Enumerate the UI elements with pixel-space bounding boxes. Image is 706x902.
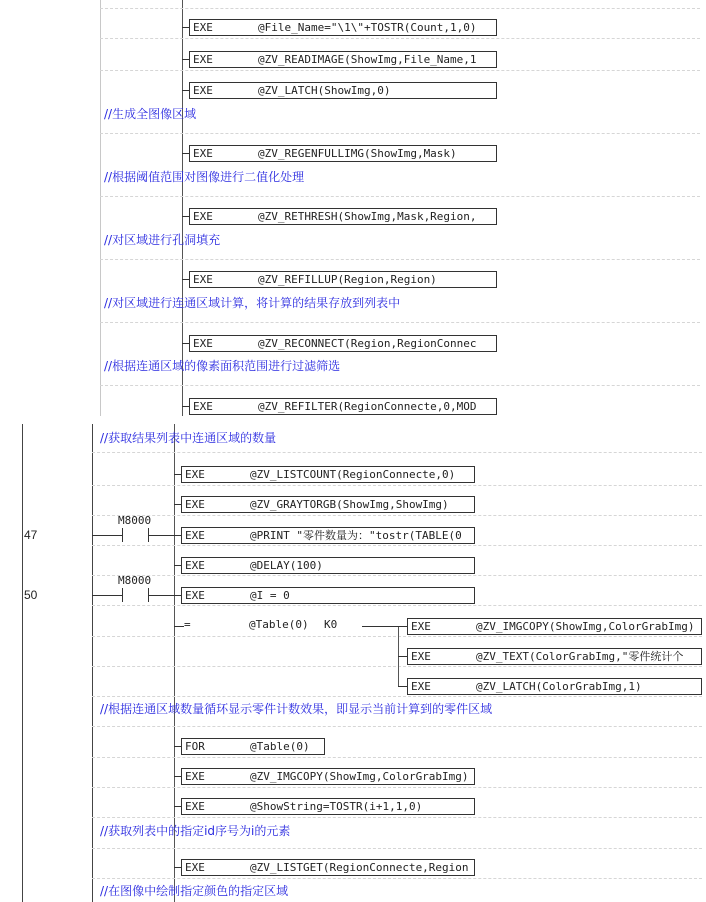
instruction-op: EXE (411, 680, 431, 693)
instruction-op: EXE (193, 53, 213, 66)
instruction-arg: @PRINT "零件数量为："tostr(TABLE(0 (250, 529, 462, 542)
compare-op[interactable]: = (184, 618, 191, 631)
instruction-op: EXE (185, 498, 205, 511)
instruction-op: EXE (193, 400, 213, 413)
instruction-exe[interactable] (181, 587, 475, 604)
rung-wire (174, 746, 181, 747)
instruction-arg: @ZV_RETHRESH(ShowImg,Mask,Region, (258, 210, 477, 223)
rung-wire (398, 626, 407, 627)
contact-label: M8000 (118, 514, 152, 527)
grid-line (100, 196, 700, 197)
instruction-op: EXE (193, 273, 213, 286)
rung-wire (362, 626, 398, 627)
grid-line (100, 259, 700, 260)
instruction-op: EXE (193, 84, 213, 97)
instruction-arg: @ShowString=TOSTR(i+1,1,0) (250, 800, 423, 813)
rung-wire (174, 626, 184, 627)
rung-wire (398, 686, 407, 687)
rung-wire (174, 867, 181, 868)
instruction-for[interactable] (181, 738, 325, 755)
rung-wire (174, 776, 181, 777)
grid-line (92, 757, 702, 758)
instruction-op: EXE (411, 620, 431, 633)
grid-line (92, 666, 702, 667)
compare-arg: @Table(0) (249, 618, 309, 631)
instruction-op: EXE (193, 147, 213, 160)
grid-line (92, 878, 702, 879)
instruction-arg: @I = 0 (250, 589, 290, 602)
instruction-arg: @ZV_REFILLUP(Region,Region) (258, 273, 437, 286)
instruction-op: EXE (193, 210, 213, 223)
instruction-arg: @ZV_IMGCOPY(ShowImg,ColorGrabImg) (476, 620, 695, 633)
grid-line (100, 70, 700, 71)
instruction-arg: @ZV_REGENFULLIMG(ShowImg,Mask) (258, 147, 457, 160)
grid-line (92, 605, 702, 606)
power-rail (182, 0, 183, 416)
instruction-op: EXE (185, 800, 205, 813)
grid-line (100, 322, 700, 323)
grid-line (92, 787, 702, 788)
comment[interactable]: //根据连通区域数量循环显示零件计数效果，即显示当前计算到的零件区域 (100, 702, 493, 716)
instruction-op: EXE (185, 589, 205, 602)
instruction-exe[interactable] (189, 19, 497, 36)
instruction-arg: @ZV_RECONNECT(Region,RegionConnec (258, 337, 477, 350)
instruction-op: EXE (185, 861, 205, 874)
comment[interactable]: //获取列表中的指定id序号为i的元素 (100, 824, 291, 838)
instruction-arg: @ZV_IMGCOPY(ShowImg,ColorGrabImg) (250, 770, 469, 783)
instruction-arg: @ZV_LATCH(ShowImg,0) (258, 84, 391, 97)
instruction-exe[interactable] (407, 648, 702, 665)
gutter-line (22, 424, 23, 902)
instruction-exe[interactable] (181, 557, 475, 574)
grid-line (92, 515, 702, 516)
instruction-exe[interactable] (181, 768, 475, 785)
left-rail (100, 0, 101, 416)
instruction-arg: @ZV_LISTGET(RegionConnecte,Region (250, 861, 469, 874)
instruction-op: EXE (185, 529, 205, 542)
rung-wire (148, 535, 181, 536)
instruction-arg: @ZV_GRAYTORGB(ShowImg,ShowImg) (250, 498, 449, 511)
instruction-exe[interactable] (181, 798, 475, 815)
instruction-op: FOR (185, 740, 205, 753)
instruction-exe[interactable] (181, 466, 475, 483)
rung-wire (182, 27, 189, 28)
grid-line (100, 38, 700, 39)
instruction-exe[interactable] (189, 51, 497, 68)
rung-wire (182, 153, 189, 154)
rung-wire (182, 279, 189, 280)
instruction-exe[interactable] (181, 527, 475, 544)
rung-wire (92, 595, 122, 596)
instruction-op: EXE (193, 21, 213, 34)
rung-wire (182, 216, 189, 217)
instruction-op: EXE (185, 770, 205, 783)
instruction-arg: @DELAY(100) (250, 559, 323, 572)
rung-wire (174, 806, 181, 807)
rung-wire (182, 343, 189, 344)
instruction-arg: @ZV_TEXT(ColorGrabImg,"零件统计个 (476, 650, 684, 663)
instruction-exe[interactable] (181, 859, 475, 876)
instruction-exe[interactable] (181, 496, 475, 513)
instruction-op: EXE (193, 337, 213, 350)
rung-wire (174, 565, 181, 566)
grid-line (92, 575, 702, 576)
instruction-exe[interactable] (189, 335, 497, 352)
instruction-exe[interactable] (189, 82, 497, 99)
grid-line (92, 817, 702, 818)
grid-line (92, 545, 702, 546)
grid-line (92, 696, 702, 697)
comment[interactable]: //对区域进行连通区域计算，将计算的结果存放到列表中 (104, 296, 401, 310)
instruction-arg: @ZV_LATCH(ColorGrabImg,1) (476, 680, 642, 693)
contact-label: M8000 (118, 574, 152, 587)
instruction-op: EXE (185, 559, 205, 572)
instruction-exe[interactable] (407, 678, 702, 695)
instruction-arg: @ZV_LISTCOUNT(RegionConnecte,0) (250, 468, 456, 481)
comment[interactable]: //根据阈值范围对图像进行二值化处理 (104, 170, 305, 184)
grid-line (92, 848, 702, 849)
grid-line (92, 485, 702, 486)
grid-line (92, 726, 702, 727)
instruction-op: EXE (411, 650, 431, 663)
step-number: 47 (24, 528, 38, 542)
instruction-arg: @Table(0) (250, 740, 310, 753)
ladder-section-bottom (0, 424, 706, 902)
rung-wire (174, 504, 181, 505)
comment[interactable]: //对区域进行孔洞填充 (104, 233, 221, 247)
gutter-line (92, 424, 93, 902)
compare-arg: K0 (324, 618, 338, 631)
rung-wire (174, 474, 181, 475)
grid-line (92, 452, 702, 453)
rung-wire (92, 535, 122, 536)
instruction-arg: @ZV_REFILTER(RegionConnecte,0,MOD (258, 400, 477, 413)
comment[interactable]: //根据连通区域的像素面积范围进行过滤筛选 (104, 359, 341, 373)
instruction-exe[interactable] (189, 398, 497, 415)
grid-line (92, 636, 702, 637)
rung-wire (182, 59, 189, 60)
grid-line (100, 133, 700, 134)
instruction-exe[interactable] (189, 271, 497, 288)
contact-bar[interactable] (122, 588, 123, 602)
contact-bar[interactable] (122, 528, 123, 542)
comment[interactable]: //获取结果列表中连通区域的数量 (100, 431, 277, 445)
grid-line (100, 385, 700, 386)
rung-wire (182, 90, 189, 91)
rung-wire (148, 595, 181, 596)
instruction-exe[interactable] (407, 618, 702, 635)
instruction-exe[interactable] (189, 208, 497, 225)
instruction-arg: @ZV_READIMAGE(ShowImg,File_Name,1 (258, 53, 477, 66)
rung-wire (398, 656, 407, 657)
instruction-op: EXE (185, 468, 205, 481)
ladder-section-top (0, 0, 706, 416)
comment[interactable]: //生成全图像区域 (104, 107, 197, 121)
rung-wire (182, 406, 189, 407)
comment[interactable]: //在图像中绘制指定颜色的指定区域 (100, 884, 289, 898)
instruction-exe[interactable] (189, 145, 497, 162)
step-number: 50 (24, 588, 38, 602)
grid-line (100, 8, 700, 9)
instruction-arg: @File_Name="\1\"+TOSTR(Count,1,0) (258, 21, 477, 34)
